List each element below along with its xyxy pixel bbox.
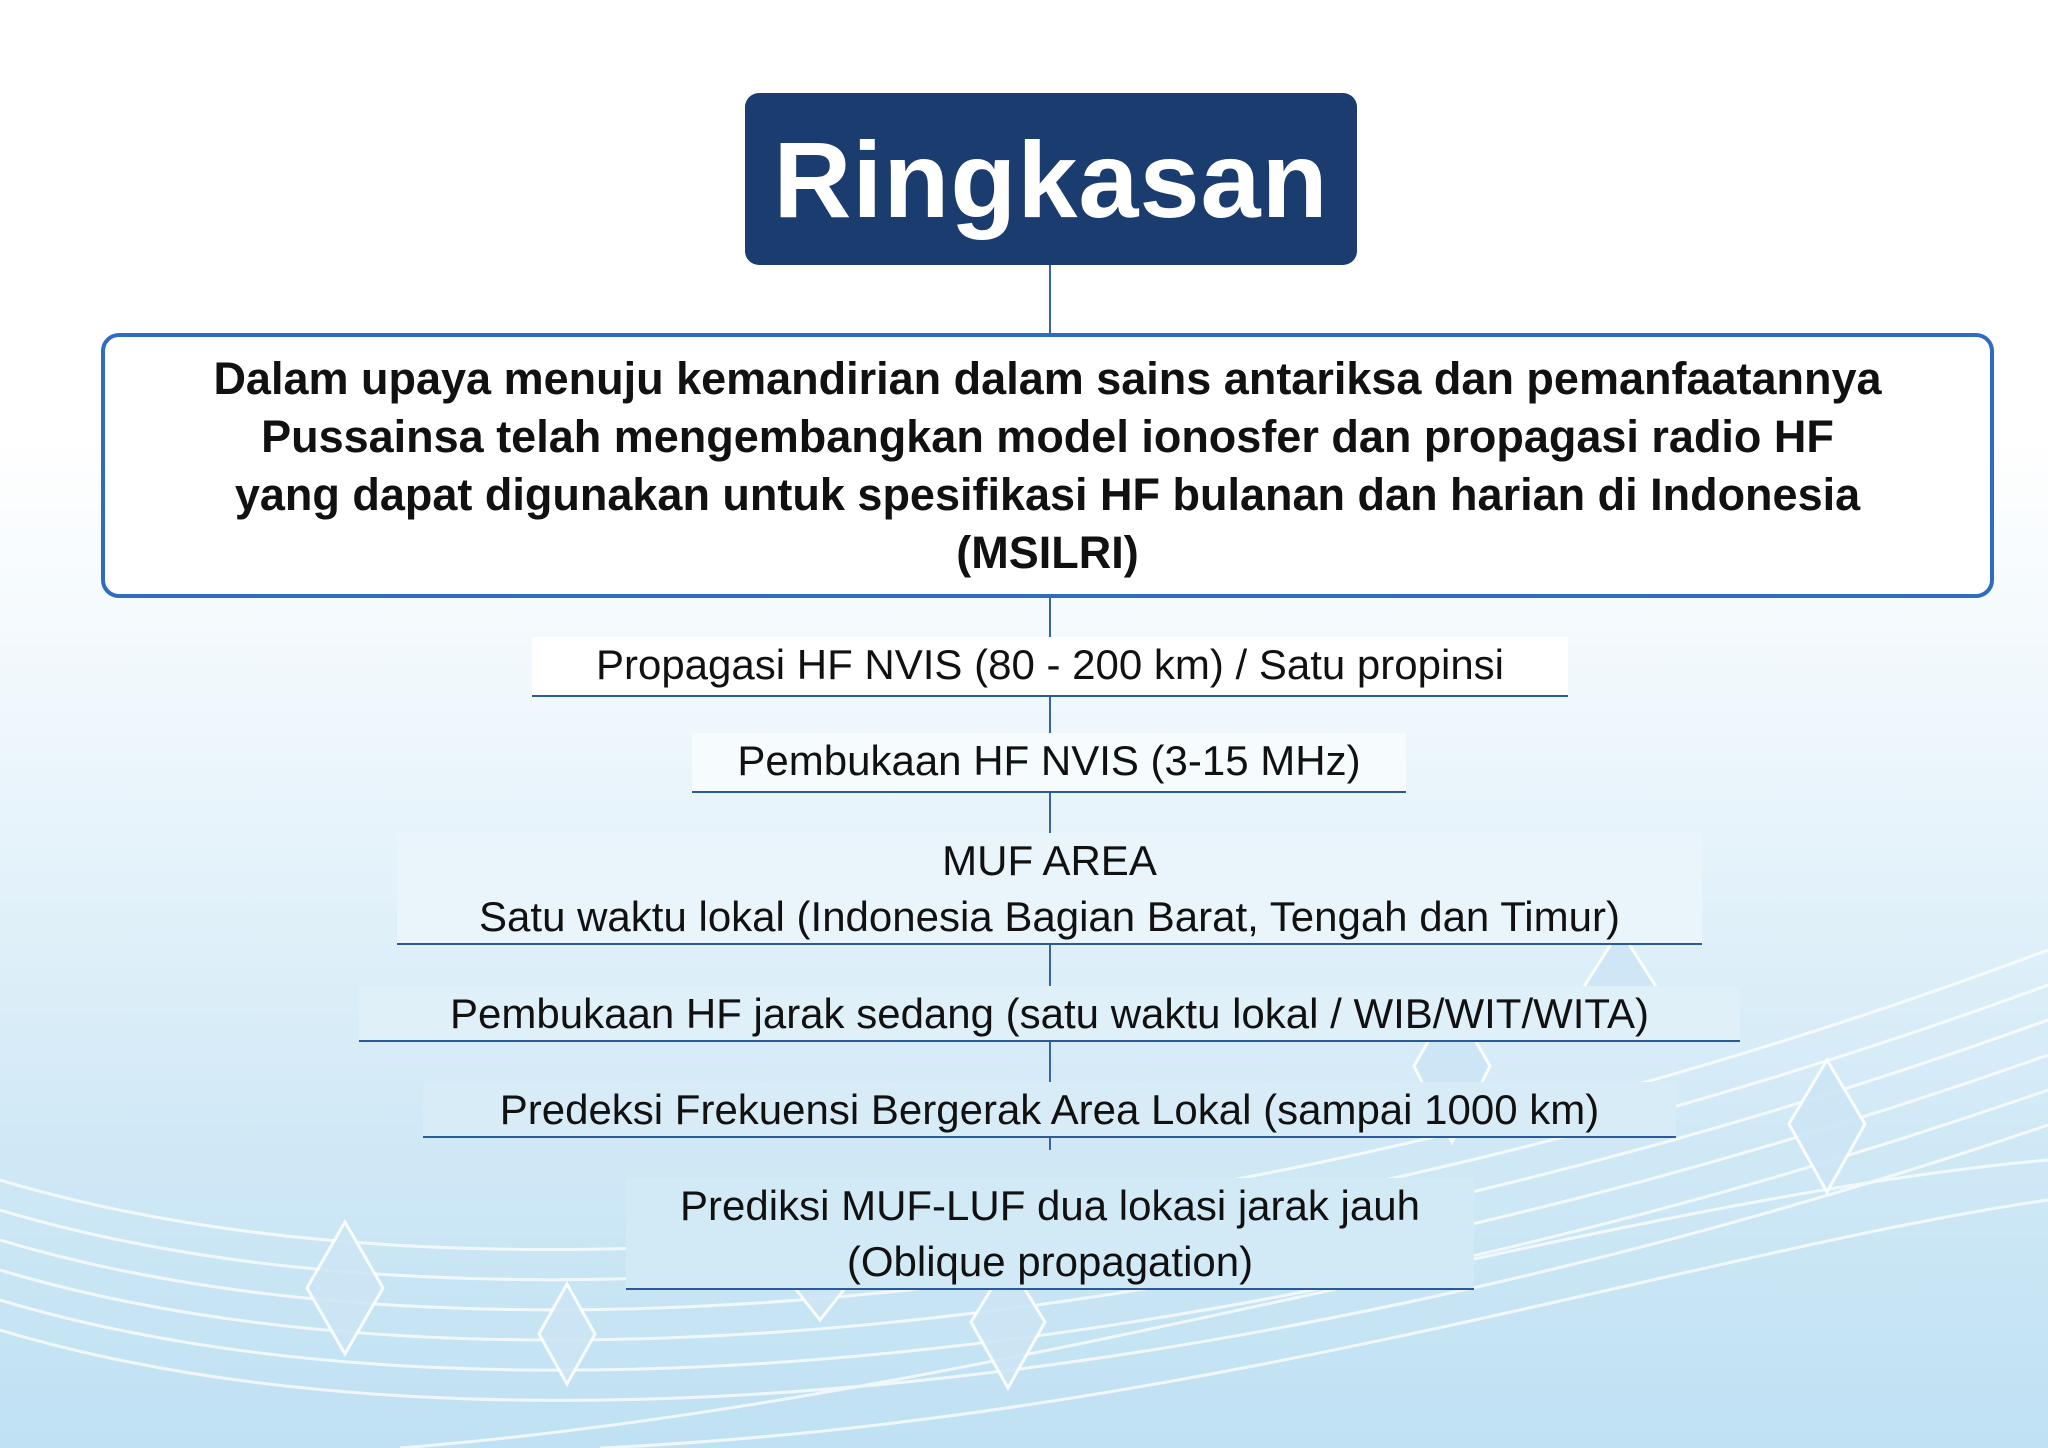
summary-text: Dalam upaya menuju kemandirian dalam sains antariksa dan pemanfaatannya Pussainsa telah mengembangkan model ionosfer dan propagasi radio HF yang dapat digunakan untuk spesifikasi HF bulanan dan harian di Indonesia (MSILRI) bbox=[213, 352, 1882, 578]
list-item-medium-range: Pembukaan HF jarak sedang (satu waktu lokal / WIB/WIT/WITA) bbox=[359, 986, 1740, 1042]
list-item-nvis-opening: Pembukaan HF NVIS (3-15 MHz) bbox=[692, 733, 1406, 793]
list-item-muf-area: MUF AREA Satu waktu lokal (Indonesia Bagian Barat, Tengah dan Timur) bbox=[397, 833, 1702, 945]
page-title: Ringkasan bbox=[773, 118, 1329, 240]
list-item-local-prediction: Predeksi Frekuensi Bergerak Area Lokal (sampai 1000 km) bbox=[423, 1082, 1676, 1138]
list-item-muf-luf: Prediksi MUF-LUF dua lokasi jarak jauh (Oblique propagation) bbox=[626, 1178, 1474, 1290]
title-box bbox=[745, 93, 1357, 265]
list-item-nvis-propagation: Propagasi HF NVIS (80 - 200 km) / Satu propinsi bbox=[532, 637, 1568, 697]
summary-box bbox=[101, 333, 1994, 598]
